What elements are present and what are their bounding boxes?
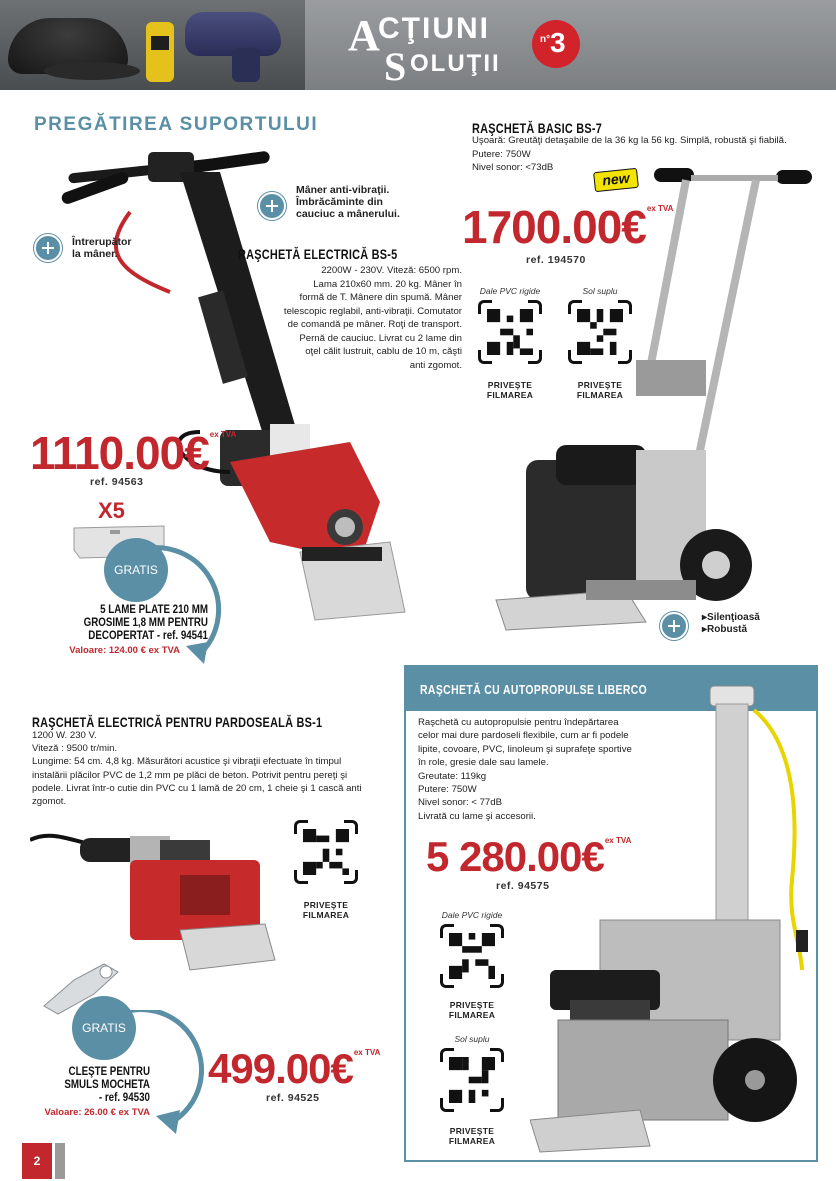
bs5-desc-line: Lama 210x60 mm. 20 kg. Mâner în [313,278,462,290]
gift-multiplier: X5 [98,498,125,523]
bs7-features [702,612,760,636]
bs7-feature-item: ▸Silenţioasă [702,612,760,623]
title-letter-a: A [348,11,380,60]
liberco-qr1[interactable] [440,924,504,988]
qr-code-icon [487,309,533,355]
bs7-qr2-label: Sol suplu [582,286,618,296]
bs5-feature-handle-line: cauciuc a mânerului. [296,208,400,220]
bs1-desc-line: podele. Livrat într-o cutie din PVC cu 1 lamă de 20 cm, 1 cheie şi 1 cască anti [32,782,362,794]
bs7-qr1-watch[interactable] [476,380,544,400]
qr-code-icon [577,309,623,355]
header-tools-photo [0,0,305,90]
page-number: 2 [22,1143,52,1179]
section-title: PREGĂTIREA SUPORTULUI [34,114,319,135]
bs1-desc-line: Viteză : 9500 tr/min. [32,743,118,755]
bs7-ref: ref. 194570 [526,254,586,266]
liberco-qr1-watch[interactable] [438,1000,506,1020]
heat-gun-handle-image [232,48,260,82]
bs5-feature-handle [296,184,400,220]
bs1-gift-title [48,1066,150,1105]
bs1-qr-watch[interactable] [292,900,360,920]
title-word-solutii: OLUŢII [410,50,501,77]
bs1-desc-line: instalării plăcilor PVC de 1,2 mm pe plăci de beton. Potrivit pentru pereţi şi [32,769,348,781]
bs5-feature-switch-line: Întrerupător [72,236,132,248]
bs5-price-suffix: ex TVA [209,430,237,439]
qr-watch-line: PRIVEŞTE [303,900,349,910]
liberco-qr1-label: Dale PVC rigide [441,910,503,920]
bs5-gift-value: Valoare: 124.00 € ex TVA [69,645,180,656]
liberco-title: RAŞCHETĂ CU AUTOPROPULSE LIBERCO [420,682,648,697]
bs5-desc-line: telescopic reglabil, anti-vibraţii. Comutator [283,305,462,317]
title-word-actiuni: CŢIUNI [378,12,490,45]
bs1-desc-line: 1200 W. 230 V. [32,730,97,741]
plus-icon-switch [34,234,62,262]
qr-code-icon [449,1057,495,1103]
bs1-gift-title-line: - ref. 94530 [98,1092,150,1104]
qr-watch-line: PRIVEŞTE [449,1126,495,1136]
liberco-price-suffix: ex TVA [604,836,632,845]
bs7-title: RAŞCHETĂ BASIC BS-7 [472,120,603,136]
qr-watch-line: PRIVEŞTE [577,380,623,390]
qr-watch-line: FILMAREA [448,1136,496,1146]
bs5-desc-line: Pernă de cauciuc. Livrat cu 2 lame din [299,332,462,344]
bs1-qr[interactable] [294,820,358,884]
bs1-scraper-image [30,820,280,980]
bs5-description [232,264,462,372]
bs1-gift-title-line: CLEŞTE PENTRU [68,1066,150,1078]
bs7-qr2[interactable] [568,300,632,364]
bs5-feature-handle-line: Îmbrăcăminte din [296,196,383,208]
bs5-price-block [30,427,237,479]
bs5-price: 1110.00€ [30,427,209,479]
bs5-ref: ref. 94563 [90,476,144,488]
qr-code-icon [449,933,495,979]
liberco-qr2-label: Sol suplu [454,1034,490,1044]
page-number-bar [55,1143,65,1179]
bs5-desc-line: oţel călit lustruit, cablu de 10 m, căşti [305,346,462,357]
title-letter-s: S [384,44,407,89]
moisture-meter-screen [151,36,169,50]
bs5-gift-title [57,604,208,643]
liberco-desc-line: lipite, covoare, PVC, linoleum şi suprafeţe sportive [418,743,632,755]
liberco-qr2-watch[interactable] [438,1126,506,1146]
liberco-desc-line: Putere: 750W [418,784,477,796]
bs7-feature-item: ▸Robustă [702,624,748,635]
liberco-desc-line: celor mai dure pardoseli flexibile, cum ar fi podele [418,730,629,742]
bs7-qr2-watch[interactable] [566,380,634,400]
bs1-description [32,729,392,808]
liberco-desc-line: Greutate: 119kg [418,770,487,782]
liberco-desc-line: Nivel sonor: < 77dB [418,797,502,809]
liberco-desc-line: Livrată cu lame şi accesorii. [418,810,536,822]
liberco-desc-line: în role, gresie dale sau lamele. [418,757,549,769]
bs5-desc-line: anti zgomot. [409,359,462,371]
bs7-desc-line: Nivel sonor: <73dB [472,162,554,173]
bs5-desc-line: formă de T. Mânere din spumă. Mâner [299,292,462,303]
bs1-price-suffix: ex TVA [353,1048,381,1057]
liberco-price: 5 280.00€ [426,833,604,880]
issue-number-badge [532,20,580,68]
bs7-price-block [462,201,674,253]
qr-watch-line: PRIVEŞTE [487,380,533,390]
liberco-price-block [426,833,632,880]
bs5-gift-title-line: DECOPERTAT - ref. 94541 [88,630,208,642]
bs1-desc-line: zgomot. [32,796,67,808]
qr-watch-line: FILMAREA [576,390,624,400]
bs7-qr1-label: Dale PVC rigide [479,286,541,296]
liberco-ref: ref. 94575 [496,880,550,892]
bs1-price: 499.00€ [208,1045,353,1092]
bs1-desc-line: Lungime: 54 cm. 4,8 kg. Măsurători acustice şi vibraţii efectuate în timpul [32,756,342,768]
bs5-gift-title-line: GROSIME 1,8 MM PENTRU [83,617,208,629]
page-header [0,0,836,90]
liberco-qr2[interactable] [440,1048,504,1112]
plus-icon-handle [258,192,286,220]
floor-polisher-base-image [44,62,140,80]
bs5-desc-line: 2200W - 230V. Viteză: 6500 rpm. [321,265,462,276]
bs1-gift-value: Valoare: 26.00 € ex TVA [44,1107,150,1118]
qr-watch-line: FILMAREA [448,1010,496,1020]
issue-number: 3 [550,27,566,58]
bs1-gift-title-line: SMULS MOCHETA [64,1079,150,1091]
bs1-ref: ref. 94525 [266,1092,320,1104]
qr-watch-line: FILMAREA [302,910,350,920]
bs5-title: RAŞCHETĂ ELECTRICĂ BS-5 [238,246,398,262]
gratis-badge: GRATIS [104,538,168,602]
qr-watch-line: PRIVEŞTE [449,1000,495,1010]
bs7-price: 1700.00€ [462,201,646,253]
bs1-price-block [208,1045,381,1092]
bs1-title: RAŞCHETĂ ELECTRICĂ PENTRU PARDOSEALĂ BS-1 [32,714,323,730]
qr-watch-line: FILMAREA [486,390,534,400]
bs7-desc-line: Putere: 750W [472,148,531,160]
liberco-desc-line: Raşchetă cu autopropulsie pentru îndepărtarea [418,717,619,728]
issue-prefix: n° [540,34,551,45]
bs5-desc-line: de comandă pe mâner. Roţi de transport. [287,319,462,330]
moisture-meter-image [146,22,174,82]
bs7-price-suffix: ex TVA [646,204,674,213]
gratis-badge: GRATIS [72,996,136,1060]
plus-icon-features [660,612,688,640]
new-badge: new [593,168,639,192]
liberco-scraper-image [530,680,816,1156]
bs5-feature-switch-line: la mâner. [72,248,118,260]
bs7-qr1[interactable] [478,300,542,364]
bs5-gift-title-line: 5 LAME PLATE 210 MM [100,604,208,616]
bs5-feature-handle-line: Mâner anti-vibraţii. [296,184,390,196]
qr-code-icon [303,829,349,875]
bs7-desc-line: Uşoară: Greutăţi detaşabile de la 36 kg la 56 kg. Simplă, robustă şi fiabilă. [472,135,787,146]
bs5-feature-switch [72,236,132,260]
